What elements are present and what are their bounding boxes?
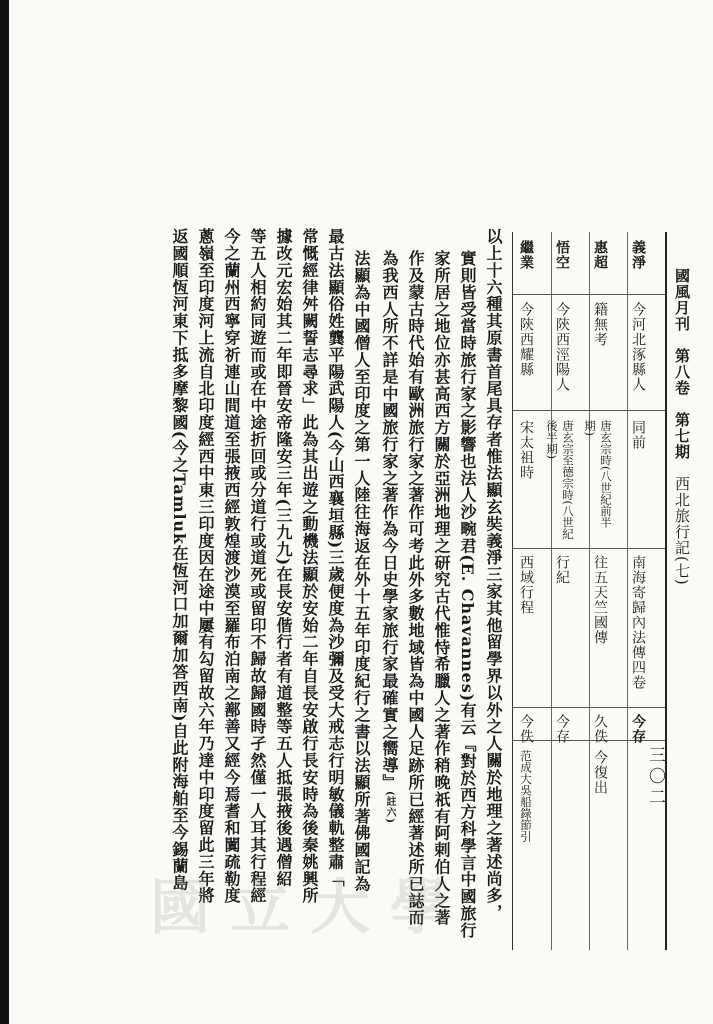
body-text-column: 常慨經律舛闕誓志尋求」此為其出遊之動機法顯於安始二年自長安啟行長安時為後秦姚興所 (300, 228, 319, 904)
journal-title: 國風月刊 (673, 268, 691, 332)
body-text-column: 法顯為中國僧人至印度之第一人陸往海返在外十五年印度紀行之書以法顯所著佛國記為 (352, 250, 371, 893)
table-cell-work: 西域行程 (518, 555, 534, 615)
page-number: 三〇二 (645, 746, 665, 809)
body-text-column (378, 250, 401, 824)
table-cell-name: 義淨 (630, 240, 646, 270)
body-text-column: 家所居之地位亦甚高西方關於亞洲地理之研究古代惟恃希臘人之著作稍晚祇有阿剌伯人之著 (432, 250, 451, 926)
table-row-divider (513, 294, 665, 295)
table-row-divider (513, 410, 665, 411)
table-cell-name: 悟空 (554, 240, 570, 270)
footnote-marker: (註六) (384, 790, 395, 824)
table-cell-work: 往五天竺國傳 (592, 555, 608, 645)
table-cell-origin: 籍無考 (592, 302, 608, 347)
table-cell-name: 繼業 (518, 240, 534, 270)
body-text-column: 最古法顯俗姓龔平陽武陽人(今山西襄垣縣)三歲便度為沙彌及受大戒志行明敏儀軌整肅「 (326, 228, 345, 888)
table-cell-work: 南海寄歸內法傳四卷 (630, 555, 646, 690)
article-title: 西北旅行記(七) (673, 476, 691, 586)
table-cell-note: 范成大吳船錄節引 (519, 750, 533, 842)
table-cell-status: 久佚 (592, 714, 608, 744)
table-cell-name: 惠超 (592, 240, 608, 270)
table-cell-origin: 今陝西耀縣 (518, 302, 534, 377)
body-text-column: 等五人相約同遊而或在中途折回或分道行或道死或留印不歸故歸國時孑然僅一人耳其行程經 (248, 228, 267, 904)
table-cell-status: 今存 (630, 714, 646, 744)
table-row-divider (513, 548, 665, 549)
table-cell-work: 行紀 (554, 555, 570, 585)
body-text-column: 據改元宏始其二年即晉安帝隆安三年(三九九)在長安偕行者有道整等五人抵張掖後遇僧紹 (274, 228, 293, 888)
table-cell-period: 同前 (630, 420, 646, 450)
body-text-column: 以上十六種其原書首尾具存者惟法顯玄奘義淨三家其他留學界以外之人關於地理之著述尚多， (484, 228, 503, 921)
table-cell-status: 今佚 (518, 714, 534, 744)
table-cell-origin: 今陝西涇陽人 (554, 302, 570, 392)
table-cell-origin: 今河北涿縣人 (630, 302, 646, 392)
table-cell-note: 今復出 (592, 750, 608, 795)
binding-edge (0, 0, 9, 1024)
table-cell-period: 唐玄宗時(八世紀前半期) (583, 420, 613, 528)
issue-label: 第八卷 第七期 (673, 348, 691, 460)
table-cell-period: 宋太祖時 (518, 420, 534, 480)
body-text-column: 作及蒙古時代始有歐洲旅行家之著作可考此外多數地域皆為中國人足跡所已經著述所已誌而 (406, 250, 425, 926)
watermark: 國立大學 (150, 873, 470, 943)
table-cell-period: 唐玄宗至德宗時(八世紀後半期) (545, 420, 575, 540)
body-text: 為我西人所不詳是中國旅行家之著作為今日史學家旅行家最確實之嚮導』 (380, 250, 399, 791)
body-text-column: 實則皆受當時旅行家之影響也法人沙畹君(E. Chavannes)有云『對於西方科學言中國旅行 (458, 250, 477, 939)
body-text-column: 返國順恆河東下抵多摩黎國(今之Tamluk在恆河口加爾加答西南)自此附海舶至今錫蘭島 (170, 228, 189, 892)
body-text-column: 蔥嶺至印度河上流自北印度經西中東三印度因在途中屢有勾留故六年乃達中印度留此三年將 (196, 228, 215, 904)
body-text-column: 今之蘭州西寧穿祈連山間道至張掖西經敦煌渡沙漠至羅布泊南之鄯善又經今焉耆和闐疏勒度 (222, 228, 241, 904)
running-header (672, 268, 693, 586)
table-cell-status: 今存 (554, 714, 570, 744)
table-row-divider (513, 707, 665, 708)
